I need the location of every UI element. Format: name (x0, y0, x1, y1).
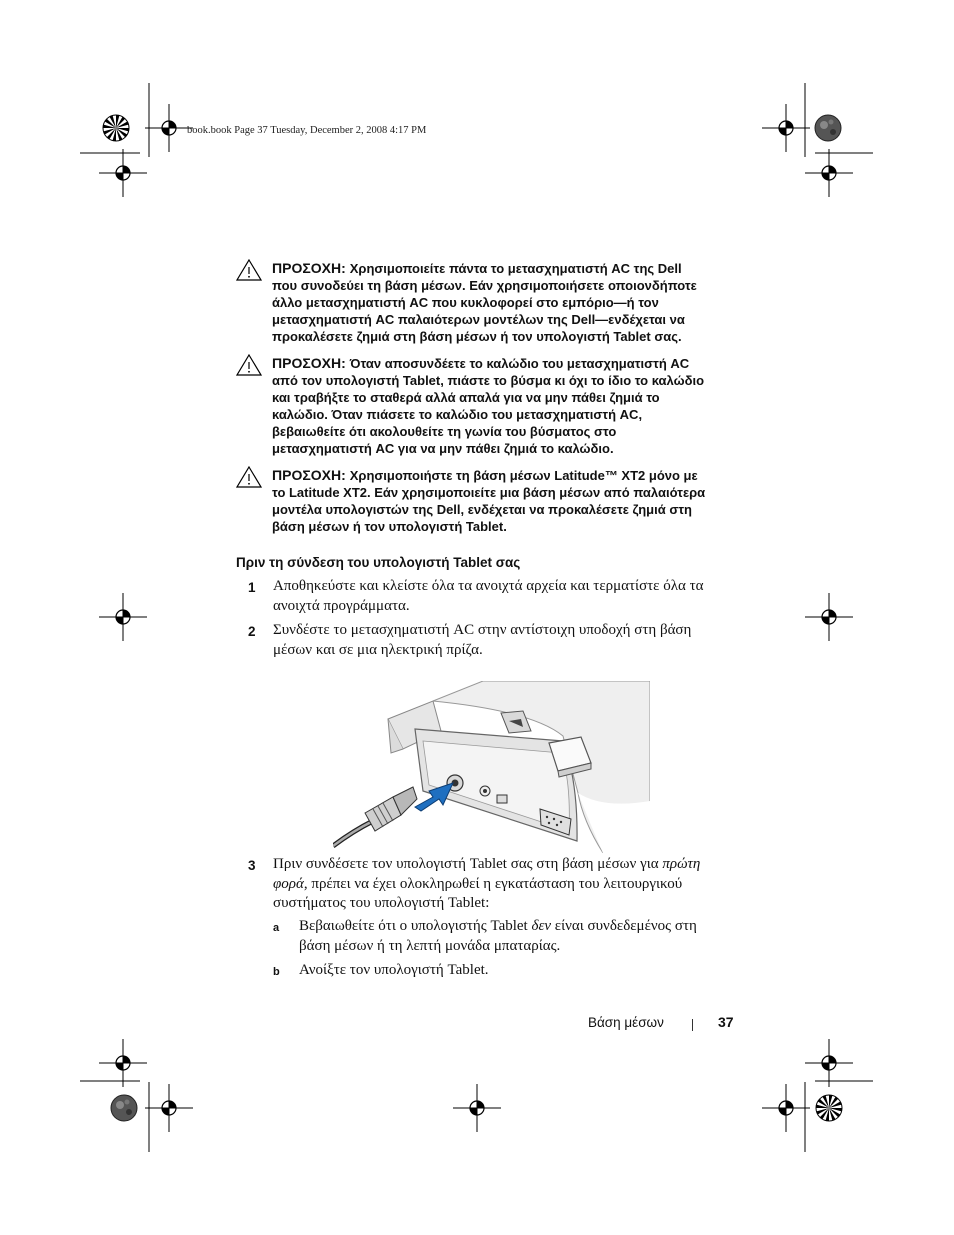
step-number: 3 (248, 858, 256, 873)
step-text-emphasis: πρώτη (662, 856, 701, 872)
caution-text-line: από τον υπολογιστή Tablet, πιάστε το βύσμα κι όχι το ίδιο το καλώδιο (272, 373, 705, 388)
section-heading: Πριν τη σύνδεση του υπολογιστή Tablet σας (236, 555, 521, 570)
caution-note-1 (236, 260, 736, 345)
substep-letter: b (273, 966, 280, 978)
substep-text-line: βάση μέσων ή τη λεπτή μονάδα μπαταρίας. (299, 937, 561, 954)
caution-text-line: Χρησιμοποιήστε τη βάση μέσων Latitude™ XT2 μόνο με (349, 468, 698, 483)
step-number: 2 (248, 624, 256, 639)
substep-text-emphasis: δεν (531, 918, 552, 934)
caution-triangle-icon (236, 259, 262, 281)
caution-label: ΠΡΟΣΟΧΗ: (272, 260, 346, 276)
caution-triangle-icon (236, 466, 262, 488)
step-text: , πρέπει να έχει ολοκληρωθεί η εγκατάσταση του λειτουργικού (303, 875, 683, 892)
step-3 (248, 855, 728, 914)
caution-text-line: που συνοδεύει τη βάση μέσων. Εάν χρησιμοποιήσετε οποιονδήποτε (272, 278, 697, 293)
step-text-line: Αποθηκεύστε και κλείστε όλα τα ανοιχτά αρχεία και τερματίστε όλα τα (273, 578, 704, 594)
step-text-line: συστήματος του υπολογιστή Tablet: (273, 895, 490, 911)
step-1 (248, 577, 728, 616)
caution-text-line: Όταν αποσυνδέετε το καλώδιο του μετασχηματιστή AC (349, 356, 690, 371)
caution-note-3 (236, 467, 736, 535)
step-text-line: ανοιχτά προγράμματα. (273, 597, 410, 614)
substep-a (273, 917, 728, 956)
caution-text-line: άλλο μετασχηματιστή AC που κυκλοφορεί στο εμπόριο—ή τον (272, 295, 659, 310)
footer-section-title: Βάση μέσων (588, 1015, 664, 1030)
caution-text-line: βάση μέσων ή τον υπολογιστή Tablet. (272, 519, 507, 534)
caution-text-line: μετασχηματιστή AC για να μην πάθει ζημιά το καλώδιο. (272, 441, 614, 456)
caution-note-2 (236, 355, 736, 457)
caution-text-line: το Latitude XT2. Εάν χρησιμοποιείτε μια βάση μέσων από παλαιότερα (272, 485, 706, 500)
caution-text-line: καλώδιο. Όταν πιάσετε το καλώδιο του μετασχηματιστή AC, (272, 407, 643, 422)
step-number: 1 (248, 580, 256, 595)
page-number: 37 (718, 1014, 734, 1030)
substep-text-line: Ανοίξτε τον υπολογιστή Tablet. (299, 962, 489, 978)
substep-b (273, 961, 728, 981)
substep-text: Βεβαιωθείτε ότι ο υπολογιστής Tablet (299, 918, 532, 934)
caution-text-line: Χρησιμοποιείτε πάντα το μετασχηματιστή AC της Dell (349, 261, 682, 276)
step-text-emphasis: φορά (273, 875, 304, 892)
footer-divider (692, 1019, 693, 1031)
substep-text: είναι συνδεδεμένος στη (551, 918, 697, 934)
caution-text-line: και τραβήξτε το σταθερά αλλά απαλά για να μην πάθει ζημιά το (272, 390, 660, 405)
caution-text-line: μετασχηματιστή AC παλαιότερων μοντέλων της Dell—ενδέχεται να (272, 312, 685, 327)
caution-label: ΠΡΟΣΟΧΗ: (272, 467, 346, 483)
caution-text-line: προκαλέσετε ζημιά στη βάση μέσων ή τον υπολογιστή Tablet σας. (272, 329, 682, 344)
step-text-line: Συνδέστε το μετασχηματιστή AC στην αντίστοιχη υποδοχή στη βάση (273, 622, 692, 638)
step-text-line: μέσων και σε μια ηλεκτρική πρίζα. (273, 641, 483, 658)
caution-label: ΠΡΟΣΟΧΗ: (272, 355, 346, 371)
caution-triangle-icon (236, 354, 262, 376)
ac-adapter-connection-illustration (333, 681, 650, 853)
print-slug: book.book Page 37 Tuesday, December 2, 2008 4:17 PM (187, 125, 427, 136)
substep-letter: a (273, 922, 280, 934)
step-text: Πριν συνδέσετε τον υπολογιστή Tablet σας στη βάση μέσων για (273, 856, 663, 872)
caution-text-line: βεβαιωθείτε ότι ακολουθείτε τη γωνία του βύσματος στο (272, 424, 617, 439)
step-2 (248, 621, 728, 660)
caution-text-line: μοντέλα υπολογιστών της Dell, ενδέχεται να προκαλέσετε ζημιά στη (272, 502, 692, 517)
